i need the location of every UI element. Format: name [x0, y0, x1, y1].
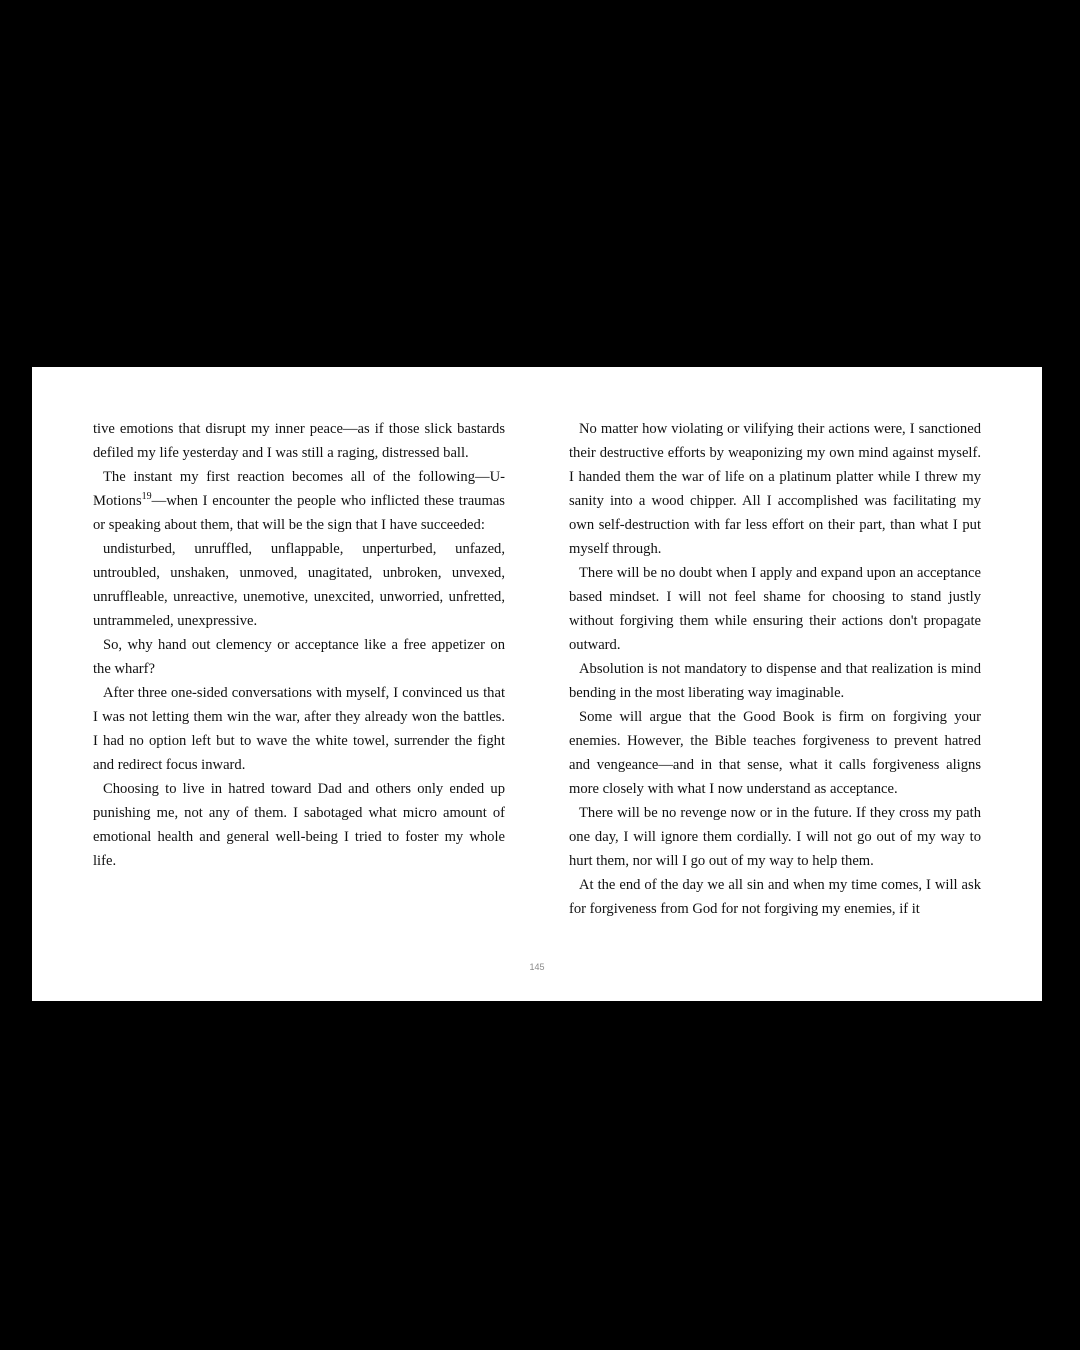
paragraph: Choosing to live in hatred toward Dad and others only ended up punishing me, not any of them. I sabotaged what micro amount of emotional health and general well-being I tried to foster my whole life. [93, 781, 505, 869]
paragraph: Absolution is not mandatory to dispense and that realization is mind bending in the most liberating way imaginable. [569, 661, 981, 701]
right-text-column [569, 417, 981, 921]
paragraph: There will be no doubt when I apply and expand upon an acceptance based mindset. I will not feel shame for choosing to stand justly without forgiving them while ensuring their actions don't propagate outward. [569, 565, 981, 653]
word-list-paragraph: undisturbed, unruffled, unflappable, unperturbed, unfazed, untroubled, unshaken, unmoved, unagitated, unbroken, unvexed, unruffleable, unreactive, unemotive, unexcited, unworried, unfretted, untrammeled, unexpressive. [93, 541, 505, 629]
paragraph: Some will argue that the Good Book is firm on forgiving your enemies. However, the Bible teaches forgiveness to prevent hatred and vengeance—and in that sense, what it calls forgiveness aligns more closely with what I now understand as acceptance. [569, 709, 981, 797]
paragraph: No matter how violating or vilifying their actions were, I sanctioned their destructive efforts by weaponizing my own mind against myself. I handed them the war of life on a platinum platter while I threw my sanity into a wood chipper. All I accomplished was facilitating my own self-destruction with far less effort on their part, than what I put myself through. [569, 421, 981, 557]
paragraph: At the end of the day we all sin and when my time comes, I will ask for forgiveness from God for not forgiving my enemies, if it [569, 877, 981, 917]
paragraph [93, 465, 505, 537]
paragraph-text: —when I encounter the people who inflicted these traumas or speaking about them, that will be the sign that I have succeeded: [93, 493, 505, 533]
footnote-reference: 19 [141, 491, 152, 503]
paragraph: So, why hand out clemency or acceptance like a free appetizer on the wharf? [93, 637, 505, 677]
page-number: 145 [529, 962, 545, 972]
left-text-column [93, 417, 505, 873]
paragraph: There will be no revenge now or in the future. If they cross my path one day, I will ignore them cordially. I will not go out of my way to hurt them, nor will I go out of my way to help them. [569, 805, 981, 869]
paragraph: tive emotions that disrupt my inner peace—as if those slick bastards defiled my life yesterday and I was still a raging, distressed ball. [93, 421, 505, 461]
book-spread [32, 367, 1042, 1001]
paragraph: After three one-sided conversations with myself, I convinced us that I was not letting them win the war, after they already won the battles. I had no option left but to wave the white towel, surrender the fight and redirect focus inward. [93, 685, 505, 773]
paragraph-text: The instant my first reaction becomes all of the following—U-Motions [93, 469, 505, 509]
